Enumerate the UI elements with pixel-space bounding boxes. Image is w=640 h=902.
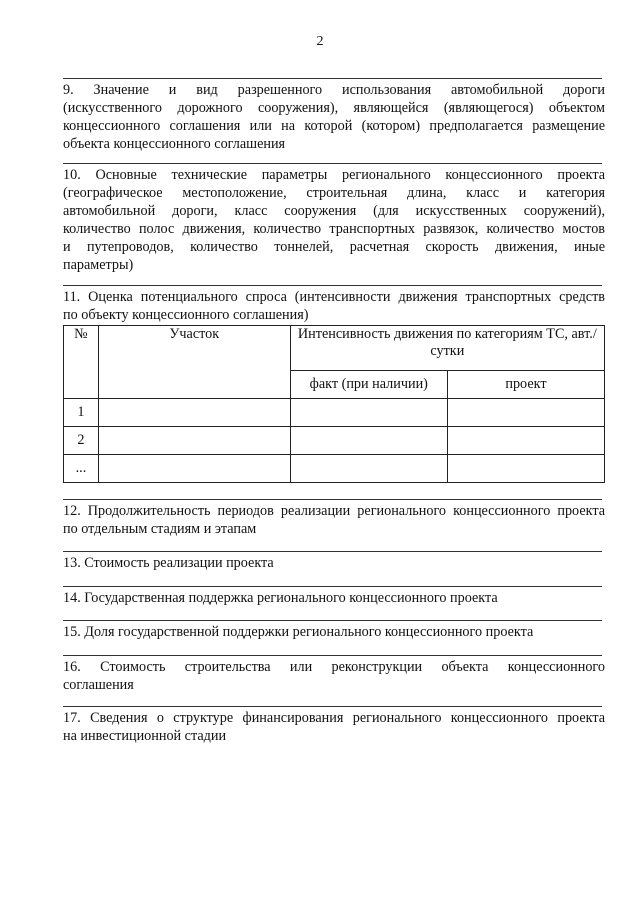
divider xyxy=(63,586,602,587)
section-14-line: 14. Государственная поддержка регионального концессионного проекта xyxy=(63,590,498,606)
col-header-section: Участок xyxy=(98,326,290,399)
col-header-intensity: Интенсивность движения по категориям ТС, авт./сутки xyxy=(290,326,604,371)
table-row xyxy=(64,455,605,483)
table-row xyxy=(64,399,605,427)
divider xyxy=(63,706,602,707)
section-11-line: 11. Оценка потенциального спроса (интенсивности движения транспортных средств xyxy=(63,289,605,305)
section-11 xyxy=(63,288,605,324)
row-fact xyxy=(290,427,447,455)
section-16-line: 16. Стоимость строительства или реконструкции объекта концессионного xyxy=(63,659,605,675)
col-header-fact: факт (при наличии) xyxy=(290,371,447,399)
row-fact xyxy=(290,455,447,483)
col-header-project: проект xyxy=(447,371,604,399)
section-12-line: 12. Продолжительность периодов реализации регионального концессионного проекта xyxy=(63,503,605,519)
section-17 xyxy=(63,709,605,745)
divider xyxy=(63,655,602,656)
row-project xyxy=(447,427,604,455)
row-number: 1 xyxy=(64,399,99,427)
section-12 xyxy=(63,502,605,538)
section-9-line: концессионного соглашения или на которой (котором) предполагается размещение xyxy=(63,118,605,134)
section-16-line: соглашения xyxy=(63,677,134,693)
divider xyxy=(63,78,602,79)
section-10-line: 10. Основные технические параметры регионального концессионного проекта xyxy=(63,167,605,183)
row-project xyxy=(447,455,604,483)
row-number: ... xyxy=(64,455,99,483)
section-13 xyxy=(63,554,605,572)
section-17-line: на инвестиционной стадии xyxy=(63,728,227,744)
section-13-line: 13. Стоимость реализации проекта xyxy=(63,555,274,571)
section-15 xyxy=(63,623,605,641)
divider xyxy=(63,620,602,621)
section-12-line: по отдельным стадиям и этапам xyxy=(63,521,257,537)
divider xyxy=(63,551,602,552)
table-row xyxy=(64,427,605,455)
section-15-line: 15. Доля государственной поддержки регионального концессионного проекта xyxy=(63,624,534,640)
row-project xyxy=(447,399,604,427)
section-10-line: автомобильной дороги, класс сооружения (для искусственных сооружений), xyxy=(63,203,605,219)
section-9-line: (искусственного дорожного сооружения), являющейся (являющегося) объектом xyxy=(63,100,605,116)
row-section xyxy=(98,399,290,427)
divider xyxy=(63,163,602,164)
section-10-line: и путепроводов, количество тоннелей, расчетная скорость движения, иные xyxy=(63,239,605,255)
demand-table xyxy=(63,325,605,483)
section-14 xyxy=(63,589,605,607)
row-fact xyxy=(290,399,447,427)
section-10 xyxy=(63,166,605,274)
section-9-line: 9. Значение и вид разрешенного использования автомобильной дороги xyxy=(63,82,605,98)
row-section xyxy=(98,455,290,483)
section-16 xyxy=(63,658,605,694)
section-9-line: объекта концессионного соглашения xyxy=(63,136,286,152)
section-17-line: 17. Сведения о структуре финансирования регионального концессионного проекта xyxy=(63,710,605,726)
row-section xyxy=(98,427,290,455)
divider xyxy=(63,499,602,500)
section-9 xyxy=(63,81,605,153)
section-10-line: (географическое местоположение, строительная длина, класс и категория xyxy=(63,185,605,201)
section-11-line: по объекту концессионного соглашения) xyxy=(63,307,309,323)
page-number: 2 xyxy=(316,34,324,49)
col-header-number: № xyxy=(64,326,99,399)
divider xyxy=(63,285,602,286)
section-10-line: количество полос движения, количество транспортных развязок, количество мостов xyxy=(63,221,605,237)
row-number: 2 xyxy=(64,427,99,455)
section-10-line: параметры) xyxy=(63,257,134,273)
